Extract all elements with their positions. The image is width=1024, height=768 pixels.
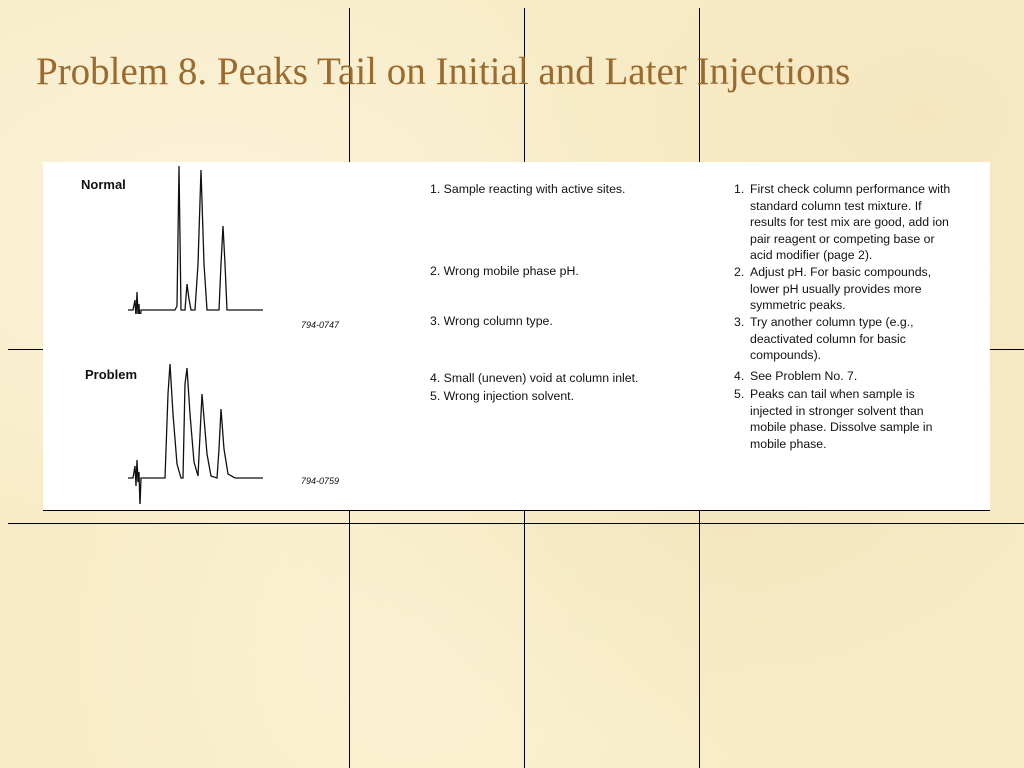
solution-item <box>734 264 990 314</box>
cause-item: 5. Wrong injection solvent. <box>430 389 574 403</box>
problem-chromatogram-trace <box>123 354 273 504</box>
solution-number: 4. <box>734 369 745 383</box>
solution-line: Try another column type (e.g., <box>750 315 914 329</box>
solution-line: standard column test mixture. If <box>750 198 922 213</box>
solution-number: 5. <box>734 387 745 401</box>
cause-item: 1. Sample reacting with active sites. <box>430 182 626 196</box>
solution-line: First check column performance with <box>750 182 951 196</box>
solution-number: 1. <box>734 182 745 196</box>
solution-number: 3. <box>734 315 745 329</box>
solution-line: acid modifier (page 2). <box>750 248 873 262</box>
cause-item: 2. Wrong mobile phase pH. <box>430 264 579 278</box>
solution-line: results for test mix are good, add ion <box>750 215 949 229</box>
solution-line: symmetric peaks. <box>750 298 846 312</box>
normal-chromatogram-code: 794-0747 <box>301 320 340 330</box>
solution-item <box>734 368 990 385</box>
solution-item <box>734 386 990 452</box>
solution-line: pair reagent or competing base or <box>750 231 935 246</box>
solution-line: mobile phase. <box>750 436 827 451</box>
solution-line: deactivated column for basic <box>750 331 906 346</box>
solution-line: Peaks can tail when sample is <box>750 387 915 401</box>
cause-item: 3. Wrong column type. <box>430 314 553 328</box>
solution-item <box>734 314 990 364</box>
solution-line: compounds). <box>750 348 822 362</box>
normal-chromatogram-trace <box>123 164 273 314</box>
solution-line: lower pH usually provides more <box>750 281 922 296</box>
solution-line: injected in stronger solvent than <box>750 403 924 418</box>
slide-title: Problem 8. Peaks Tail on Initial and Later Injections <box>36 50 851 93</box>
solution-line: Adjust pH. For basic compounds, <box>750 265 932 279</box>
grid-horizontal-line <box>8 523 1024 524</box>
solution-item <box>734 181 990 264</box>
solution-line: See Problem No. 7. <box>750 369 858 383</box>
problem-chromatogram-label: Problem <box>85 367 138 382</box>
normal-chromatogram-label: Normal <box>81 177 126 192</box>
solution-number: 2. <box>734 265 745 279</box>
cause-item: 4. Small (uneven) void at column inlet. <box>430 371 639 385</box>
solution-line: mobile phase. Dissolve sample in <box>750 420 933 434</box>
troubleshooting-panel <box>43 162 990 511</box>
problem-chromatogram-code: 794-0759 <box>301 476 340 486</box>
